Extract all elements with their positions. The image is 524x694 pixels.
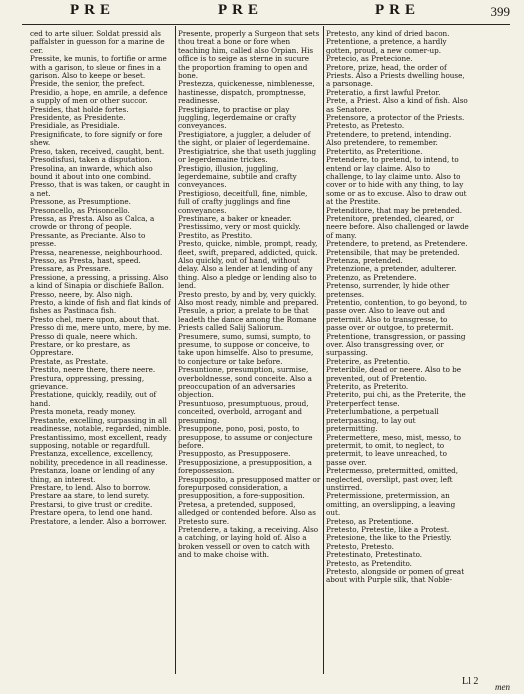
running-head-center: PRE [218,2,263,18]
dictionary-entry: Pretestinato, Pretestinato. [326,550,423,560]
dictionary-entry: Pretenzo, as Pretendere. [326,272,417,282]
dictionary-entry: Pretendere, to pretend, to intend, to entend or lay claime. Also to challenge, to lay claime unto. Also to cover or to hide with any thing, to lay some or as to excuse. Also to draw out at the Prestite. [326,155,467,207]
dictionary-entry: Presidente, as Presidente. [30,113,126,123]
dictionary-entry: Preside, the senior, the prefect. [30,79,145,89]
dictionary-entry: Pretensibile, that may be pretended. [326,247,460,257]
dictionary-entry: Presuntuoso, presumptuous, proud, conceited, overbold, arrogant and presuming. [178,398,309,425]
dictionary-entry: Prestigio, illusion, juggling, legerdemaine, subtile and crafty conveyances. [178,163,297,190]
dictionary-entry: Presidio, a hope, en amrile, a defence a supply of men or other succor. [30,87,168,106]
dictionary-entry: Presignificate, to fore signify or fore shew. [30,129,163,148]
signature-mark: Ll 2 [462,676,479,687]
dictionary-entry: Presides, that holde fortes. [30,104,129,114]
dictionary-entry: Preteso, as Pretentione. [326,516,414,526]
dictionary-entry: Pretesa, a pretended, supposed, alledged or contended before. Also as Pretesto sure. [178,499,316,526]
dictionary-entry: Pretesione, the like to the Priestly. [326,533,452,543]
header-rule [22,24,510,25]
dictionary-entry: Pretentio, contention, to go beyond, to passe over. Also to leave out and pretermit. Also to transgresse, to passe over or outgoe, to pretermit. [326,298,467,333]
dictionary-entry: Prestare, or ko prestare, as Opprestare. [30,340,131,358]
dictionary-entry: Pretentione, transgression, or passing over. Also transgressing over, or surpassing. [326,331,466,358]
dictionary-entry: Pretesto, Pretestie, like a Protest. [326,524,450,534]
dictionary-entry: Pressa, nearenesse, neighbourhood. [30,247,163,257]
dictionary-entry: Prestigiatrice, she that useth juggling or legerdemaine trickes. [178,146,317,165]
dictionary-entry: Prestezza, quickenesse, nimblenesse, hastinesse, dispatch, promptnesse, readinesse. [178,79,315,106]
dictionary-entry: Presolina, an inwarde, which also bound it about into one combind. [30,163,153,181]
dictionary-entry: Prete, a Priest. Also a kind of fish. Also as Senatore. [326,96,468,114]
dictionary-entry: Preso, taken, received, caught, bent. [30,146,165,156]
dictionary-entry: Presente, properly a Surgeon that sets thou treat a bone or fore when teaching him, called also Orpian. His office is to seige as sterne in sucure the proportion framing to open and bone. [178,30,320,81]
running-head-right: PRE [375,2,420,18]
dictionary-entry: Prestatione, quickly, readily, out of hand. [30,390,157,408]
dictionary-entry: Presta moneta, ready money. [30,407,136,417]
dictionary-entry: Presule, a prior, a prelate to be that leadeth the dance among the Romane Priests called Salij Saliorum. [178,306,317,333]
dictionary-entry: Pretendere, to pretend, intending. Also pretendere, to remember. [326,129,452,148]
dictionary-entry: Prestura, oppressing, pressing, grievance. [30,373,145,392]
dictionary-entry: Presumere, sumo, sumsi, sumpto, to presume, to suppose or conceive, to take upon himselfe. Also to presume, to conjecture or take before. [178,331,314,366]
catchword: men [495,682,510,692]
dictionary-entry: Presupposito, a presupposed matter or forepurposed consideration, a presupposition, a fore-supposition. [178,474,321,501]
dictionary-entry: Prestare opera, to lend one hand. [30,508,153,518]
dictionary-entry: Preterito, pui chi, as the Preterite, the Preterperfect tense. [326,390,466,408]
dictionary-entry: Pressante, as Preciante. Also to presse. [30,230,146,249]
dictionary-entry: Prestantissimo, most excellent, ready supposing, notable or regardfull. [30,432,167,450]
dictionary-entry: Pretertito, as Preteritione. [326,146,423,156]
dictionary-entry: Prestigioso, deceitfull, fine, nimble, full of crafty jugglings and fine conveyances. [178,188,308,215]
dictionary-column-right [326,30,469,670]
dictionary-entry: Prestito, neere there, there neere. [30,365,156,375]
dictionary-entry: Pretore, prize, head, the order of Priests. Also a Priests dwelling house, a parsonage. [326,62,465,89]
dictionary-entry: Pretesto, any kind of dried bacon. [326,30,450,38]
dictionary-entry: Presso, neere, by. Also nigh. [30,289,133,299]
dictionary-entry: Preterlumbatione, a perpetuall preterpassing, to lay out pretermitting. [326,407,439,434]
dictionary-entry: Pretesto, Pretesto. [326,541,394,551]
dictionary-entry: Prestare aa stare, to lend surety. [30,491,150,501]
dictionary-entry: Prestate, as Prestate. [30,356,109,366]
dictionary-entry: Prestigiare, to practise or play juggling, legerdemaine or crafty conveyances. [178,104,297,131]
dictionary-entry: Pretenitore, pretended, cleared, or neere before. Also challenged or lawde of many. [326,213,469,240]
dictionary-entry: Presodisfusi, taken a disputation. [30,155,152,165]
dictionary-entry: Presidiale, as Presidiale. [30,121,120,131]
dictionary-column-left [30,30,173,670]
dictionary-entry: Presso, as Presta, hast, speed. [30,255,141,265]
dictionary-entry: Pretenza, pretended. [326,255,403,265]
dictionary-entry: Pretendere, a taking, a receiving. Also a catching, or laying hold of. Also a broken vessell or oven to catch with and to make choise with. [178,524,319,560]
dictionary-entry: Presoncello, as Prisoncello. [30,205,130,215]
running-head-left: PRE [70,2,115,18]
dictionary-entry: Pressione, a pressing, a prissing. Also a kind of Sinapia or dischiefe Ballon. [30,272,169,291]
dictionary-entry: Pretermissione, pretermission, an omitting, an overslipping, a leaving out. [326,491,456,518]
dictionary-entry: Presuppone, pono, posi, posto, to presuppose, to assume or conjecture before. [178,424,313,450]
dictionary-entry: Preterire, as Pretentio. [326,356,410,366]
dictionary-entry: Pretenzione, a pretender, adulterer. [326,264,457,274]
dictionary-entry: Pretesto, alongside or pomen of great about with Purple silk, that Noble- [326,567,465,585]
dictionary-entry: Prestissimo, very or most quickly. [178,222,301,232]
dictionary-entry: Presto chel, mere upon, about that. [30,314,160,324]
dictionary-entry: Pretendere, to pretend, as Pretendere. [326,239,468,249]
dictionary-entry: Prestigiatore, a juggler, a deluder of the sight, or plaier of legerdemaine. [178,129,311,148]
dictionary-entry: Pretermettere, meso, mist, messo, to pretermit, to omit, to neglect, to pretermit, to leave unreached, to passe over. [326,432,461,467]
dictionary-entry: Pretentione, a pretence, a hardly gotten, proud, a new comer-up. [326,37,447,55]
dictionary-entry: Pretesto, as Pretesto. [326,121,405,131]
dictionary-entry: Prestare, to lend. Also to borrow. [30,482,151,492]
dictionary-entry: ced to arte siluer. Soldat pressid als paffalster in guesson for a marine de cer. [30,30,165,55]
dictionary-entry: Pretenso, surrender, ly hide other pretenses. [326,281,450,299]
dictionary-entry: Prestanza, loane or lending of any thing, an interest. [30,466,155,484]
dictionary-entry: Preteribile, dead or neere. Also to be prevented, out of Pretentio. [326,365,462,383]
dictionary-entry: Pretermesso, pretermitted, omitted, neglected, overslipt, past over, left unstirred. [326,466,458,492]
dictionary-entry: Prestante, excelling, surpassing in all readinesse, notable, regarded, nimble. [30,415,172,434]
dictionary-entry: Pressa, as Presta. Also as Calca, a crowde or throng of people. [30,213,155,232]
dictionary-entry: Presupposizione, a presupposition, a forepossession. [178,457,312,476]
dictionary-entry: Pretecio, as Pretecione. [326,54,413,64]
dictionary-entry: Prestinare, a baker or kneader. [178,213,292,223]
dictionary-entry: Pretenditore, that may be pretended. [326,205,463,215]
dictionary-entry: Prestarsi, to give trust or credite. [30,499,153,509]
dictionary-entry: Presuntione, presumption, surmise, overboldnesse, sond conceite. Also a preoccupation of an adversaries objection. [178,365,312,400]
dictionary-entry: Preteratio, a first lawful Pretor. [326,87,441,97]
page-footer [0,676,524,692]
dictionary-entry: Prestito, as Prestito. [178,230,253,240]
dictionary-entry: Pressone, as Presumptione. [30,197,131,207]
column-divider [175,26,176,674]
dictionary-column-center [178,30,321,670]
dictionary-entry: Presto presto, by and by, very quickly. Also most ready, nimble and prepared. [178,289,319,307]
dictionary-entry: Prestanza, excellence, excellency, nobility, precedence in all readinesse. [30,449,168,467]
dictionary-entry: Pressite, ke munis, to fortifie or arme with a garison, to sleue or fines in a garison. Also to keepe or beset. [30,54,167,81]
dictionary-entry: Presso di me, mere unto, mere, by me. [30,323,172,333]
column-divider [323,26,324,674]
dictionary-entry: Presupposto, as Presupposere. [178,449,291,459]
dictionary-entry: Presso di quale, neere which. [30,331,138,341]
page-header [0,2,524,22]
dictionary-entry: Prestatore, a lender. Also a borrower. [30,516,167,526]
dictionary-entry: Presto, quicke, nimble, prompt, ready, fleet, swift, prepared, addicted, quick. Also quickly, out of hand, without delay. Also a lender at lending of any thing. Also a pledge or lending also to lend. [178,239,318,291]
page-number: 399 [490,4,510,19]
dictionary-entry: Preterito, as Preterito. [326,382,409,392]
dictionary-entry: Presso, that is was taken, or caught in a net. [30,180,170,198]
dictionary-entry: Pretesto, as Pretendito. [326,558,412,568]
dictionary-entry: Pretensore, a protector of the Priests. [326,113,465,123]
dictionary-entry: Presto, a kinde of fish and flat kinds of fishes as Pastinaca fish. [30,298,171,316]
dictionary-entry: Pressare, as Pressare. [30,264,111,274]
